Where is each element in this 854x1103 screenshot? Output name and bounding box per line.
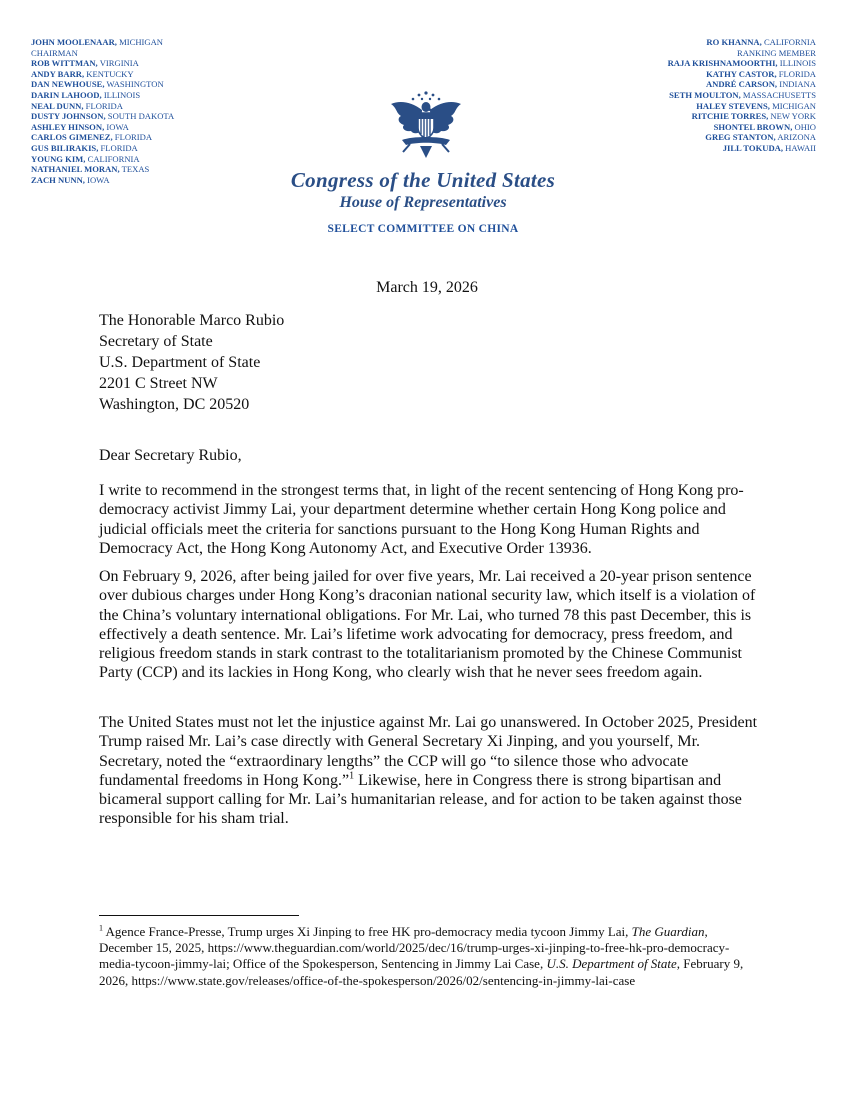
address-line-city: Washington, DC 20520 (99, 396, 250, 413)
roster-member-detail: FLORIDA (776, 68, 816, 79)
body-paragraph-3-part-b: Likewise, here in Congress there is strong bipartisan and bicameral support calling for Mr. Lai’s humanitarian release, and for action to be taken against those responsible for his sham trial. (99, 771, 742, 828)
roster-member-detail: MICHIGAN (116, 37, 164, 47)
roster-member (668, 143, 816, 154)
roster-member-detail: MASSACHUSETTS (740, 89, 816, 100)
roster-member-detail: ILLINOIS (777, 58, 816, 69)
roster-member-name: SETH MOULTON, (669, 89, 741, 100)
roster-member-detail: OHIO (792, 121, 816, 132)
roster-member-name: RAJA KRISHNAMOORTHI, (667, 58, 778, 69)
roster-member-name: HALEY STEVENS, (696, 100, 770, 111)
roster-member-detail: NEW YORK (768, 111, 816, 122)
roster-member (31, 37, 174, 48)
roster-member-detail: KENTUCKY (84, 68, 134, 79)
roster-member-name: NEAL DUNN, (31, 100, 84, 111)
roster-member-name: ASHLEY HINSON, (31, 121, 105, 132)
roster-member (668, 79, 816, 90)
roster-member-name: ANDY BARR, (31, 68, 85, 79)
roster-member-name: SHONTEL BROWN, (713, 121, 793, 132)
roster-member-detail: VIRGINIA (97, 58, 139, 69)
roster-member (668, 101, 816, 112)
footnote-separator (99, 915, 299, 916)
roster-member-detail: CHAIRMAN (31, 47, 78, 58)
roster-member-name: DAN NEWHOUSE, (31, 79, 105, 90)
salutation: Dear Secretary Rubio, (99, 447, 242, 464)
letter-date: March 19, 2026 (376, 279, 478, 296)
roster-member-name: CARLOS GIMENEZ, (31, 132, 113, 143)
roster-member-detail: TEXAS (119, 164, 150, 175)
roster-member-detail: CALIFORNIA (85, 153, 140, 164)
footnote-text-part-1: Agence France-Presse, Trump urges Xi Jinping to free HK pro-democracy media tycoon Jimmy Lai, (103, 924, 632, 939)
footnote-text-part-3: , February 9, 2026, https://www.state.gov/releases/office-of-the-spokesperson/2026/02/sentencing-in-jimmy-lai-case (99, 956, 744, 988)
recipient-address-block (99, 310, 284, 415)
roster-member (668, 132, 816, 143)
roster-member (668, 58, 816, 69)
seal-stars (412, 91, 441, 100)
roster-member (668, 69, 816, 80)
footnote-1 (99, 924, 759, 989)
roster-member-name: NATHANIEL MORAN, (31, 164, 120, 175)
roster-member-detail: RANKING MEMBER (736, 47, 816, 58)
roster-member (668, 90, 816, 101)
roster-member (31, 122, 174, 133)
roster-member-detail: FLORIDA (112, 132, 153, 143)
body-paragraph-3-part-a: The United States must not let the injustice against Mr. Lai go unanswered. In October 2025, President Trump raised Mr. Lai’s case directly with General Secretary Xi Jinping, and you yourself, Mr. Secretary, noted the “extraordinary lengths” the CCP will go “to silence those who advocate fundamental freedoms in Hong Kong.” (99, 714, 758, 789)
footnote-source-guardian: The Guardian (631, 924, 705, 939)
masthead-house-title: House of Representatives (339, 194, 507, 211)
roster-member (31, 90, 174, 101)
roster-member (668, 48, 816, 59)
roster-member (31, 111, 174, 122)
roster-member-name: ROB WITTMAN, (31, 58, 98, 69)
roster-member-detail: SOUTH DAKOTA (105, 111, 175, 122)
roster-member-name: RITCHIE TORRES, (691, 111, 769, 122)
footnote-reference-marker: 1 (349, 770, 355, 782)
roster-member-name: DUSTY JOHNSON, (31, 111, 106, 122)
roster-member (31, 143, 174, 154)
roster-member-detail: IOWA (84, 174, 110, 185)
footnote-text-part-2: , December 15, 2025, https://www.theguardian.com/world/2025/dec/16/trump-urges-xi-jinping-to-free-hk-pro-democracy-media-tycoon-jimmy-lai; Office of the Spokesperson, Sentencing in Jimmy Lai Case, (99, 924, 730, 972)
roster-member-name: RO KHANNA, (706, 37, 762, 47)
address-line-department: U.S. Department of State (99, 354, 261, 371)
roster-member-name: DARIN LAHOOD, (31, 89, 102, 100)
majority-member-roster (31, 37, 174, 185)
roster-member (31, 69, 174, 80)
roster-member (668, 111, 816, 122)
body-paragraph-3 (99, 713, 759, 829)
footnote-number: 1 (99, 923, 103, 933)
footnote-source-state-dept: U.S. Department of State (546, 956, 677, 972)
roster-member (31, 101, 174, 112)
roster-member (31, 79, 174, 90)
masthead-committee-name: SELECT COMMITTEE ON CHINA (327, 223, 519, 235)
roster-member-detail: IOWA (104, 121, 129, 132)
roster-member-name: GREG STANTON, (705, 132, 776, 143)
roster-member-name: GUS BILIRAKIS, (31, 142, 99, 153)
roster-member-detail: WASHINGTON (104, 79, 164, 90)
roster-member (31, 154, 174, 165)
roster-member (668, 37, 816, 48)
address-line-name: The Honorable Marco Rubio (99, 312, 285, 329)
roster-member-detail: MICHIGAN (769, 100, 816, 111)
roster-member-detail: ARIZONA (775, 132, 816, 143)
roster-member-detail: FLORIDA (83, 100, 123, 111)
roster-member (668, 122, 816, 133)
roster-member-detail: ILLINOIS (101, 89, 141, 100)
address-line-street: 2201 C Street NW (99, 375, 218, 392)
roster-member-name: KATHY CASTOR, (706, 68, 777, 79)
roster-member-name: ZACH NUNN, (31, 174, 85, 185)
roster-member-name: JILL TOKUDA, (722, 142, 784, 153)
roster-member-detail: INDIANA (777, 79, 816, 90)
body-paragraph-2: On February 9, 2026, after being jailed for over five years, Mr. Lai received a 20-year prison sentence over dubious charges under Hong Kong’s draconian national security law, which itself is a violation of the China’s voluntary international obligations. For Mr. Lai, who turned 78 this past December, this is effectively a death sentence. Mr. Lai’s lifetime work advocating for democracy, press freedom, and religious freedom stands in stark contrast to the totalitarianism promoted by the Chinese Communist Party (CCP) and its lackies in Hong Kong, who clearly wish that he never sees freedom again. (99, 568, 756, 682)
house-eagle-seal-icon (388, 88, 464, 162)
roster-member (31, 48, 174, 59)
roster-member-detail: FLORIDA (98, 142, 138, 153)
roster-member-detail: HAWAII (783, 142, 816, 153)
roster-member-name: YOUNG KIM, (31, 153, 86, 164)
body-paragraph-1: I write to recommend in the strongest terms that, in light of the recent sentencing of Hong Kong pro-democracy activist Jimmy Lai, your department determine whether certain Hong Kong police and judicial officials meet the criteria for sanctions pursuant to the Hong Kong Human Rights and Democracy Act, the Hong Kong Autonomy Act, and Executive Order 13936. (99, 482, 744, 557)
roster-member-name: JOHN MOOLENAAR, (31, 37, 117, 47)
roster-member (31, 132, 174, 143)
roster-member-name: ANDRÉ CARSON, (705, 79, 778, 90)
address-line-title: Secretary of State (99, 333, 213, 350)
masthead-congress-title: Congress of the United States (290, 168, 556, 192)
minority-member-roster (668, 37, 816, 154)
roster-member-detail: CALIFORNIA (761, 37, 816, 47)
roster-member (31, 58, 174, 69)
